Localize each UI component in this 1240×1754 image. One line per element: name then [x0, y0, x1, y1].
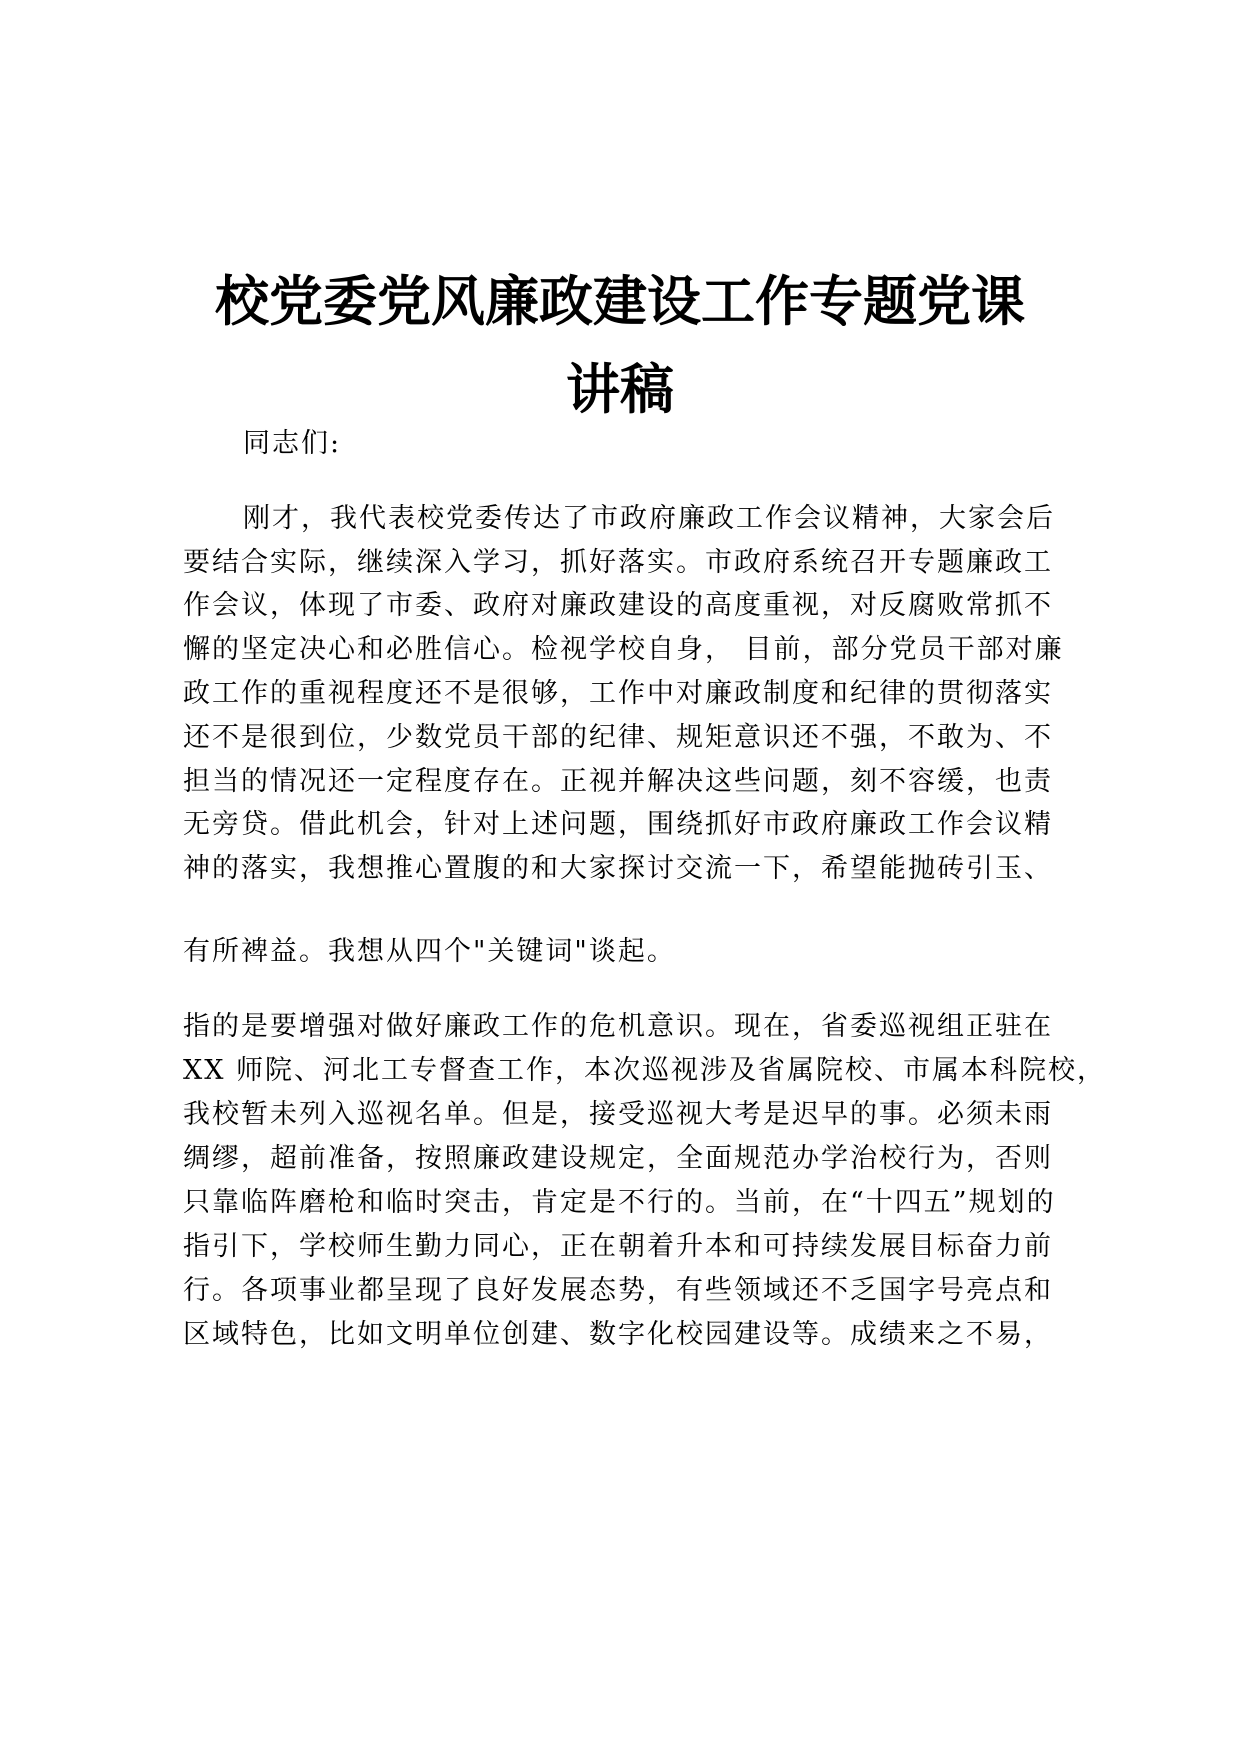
paragraph-2-line-1: 有所裨益。我想从四个"关键词"谈起。: [183, 936, 676, 967]
paragraph-3-line-2: XX 师院、河北工专督查工作，本次巡视涉及省属院校、市属本科院校，: [183, 1055, 1107, 1086]
paragraph-3-line-5: 只靠临阵磨枪和临时突击，肯定是不行的。当前，在“十四五”规划的: [183, 1187, 1056, 1218]
paragraph-1-line-5: 政工作的重视程度还不是很够，工作中对廉政制度和纪律的贯彻落实: [183, 678, 1053, 709]
paragraph-1-line-9: 神的落实，我想推心置腹的和大家探讨交流一下，希望能抛砖引玉、: [183, 853, 1053, 884]
paragraph-3-line-7: 行。各项事业都呈现了良好发展态势，有些领域还不乏国字号亮点和: [183, 1275, 1053, 1306]
paragraph-3-line-4: 绸缪，超前准备，按照廉政建设规定，全面规范办学治校行为，否则: [183, 1143, 1053, 1174]
paragraph-1-line-1: 刚才，我代表校党委传达了市政府廉政工作会议精神，大家会后: [243, 503, 1055, 534]
paragraph-1-line-8: 无旁贷。借此机会，针对上述问题，围绕抓好市政府廉政工作会议精: [183, 809, 1053, 840]
paragraph-1-line-3: 作会议，体现了市委、政府对廉政建设的高度重视，对反腐败常抓不: [183, 590, 1053, 621]
paragraph-3-line-3: 我校暂未列入巡视名单。但是，接受巡视大考是迟早的事。必须未雨: [183, 1099, 1053, 1130]
paragraph-3-line-8: 区域特色，比如文明单位创建、数字化校园建设等。成绩来之不易，: [183, 1319, 1053, 1350]
paragraph-1-line-4: 懈的坚定决心和必胜信心。检视学校自身， 目前，部分党员干部对廉: [183, 634, 1064, 665]
paragraph-1-line-7: 担当的情况还一定程度存在。正视并解决这些问题，刻不容缓，也责: [183, 766, 1053, 797]
paragraph-1-line-6: 还不是很到位，少数党员干部的纪律、规矩意识还不强，不敢为、不: [183, 722, 1053, 753]
document-title-line-1: 校党委党风廉政建设工作专题党课: [215, 270, 1025, 333]
paragraph-1-line-2: 要结合实际，继续深入学习，抓好落实。市政府系统召开专题廉政工: [183, 547, 1053, 578]
document-title-line-2: 讲稿: [566, 358, 674, 421]
paragraph-3-line-1: 指的是要增强对做好廉政工作的危机意识。现在，省委巡视组正驻在: [183, 1011, 1053, 1042]
salutation: 同志们:: [243, 428, 342, 459]
paragraph-3-line-6: 指引下，学校师生勤力同心，正在朝着升本和可持续发展目标奋力前: [183, 1231, 1053, 1262]
